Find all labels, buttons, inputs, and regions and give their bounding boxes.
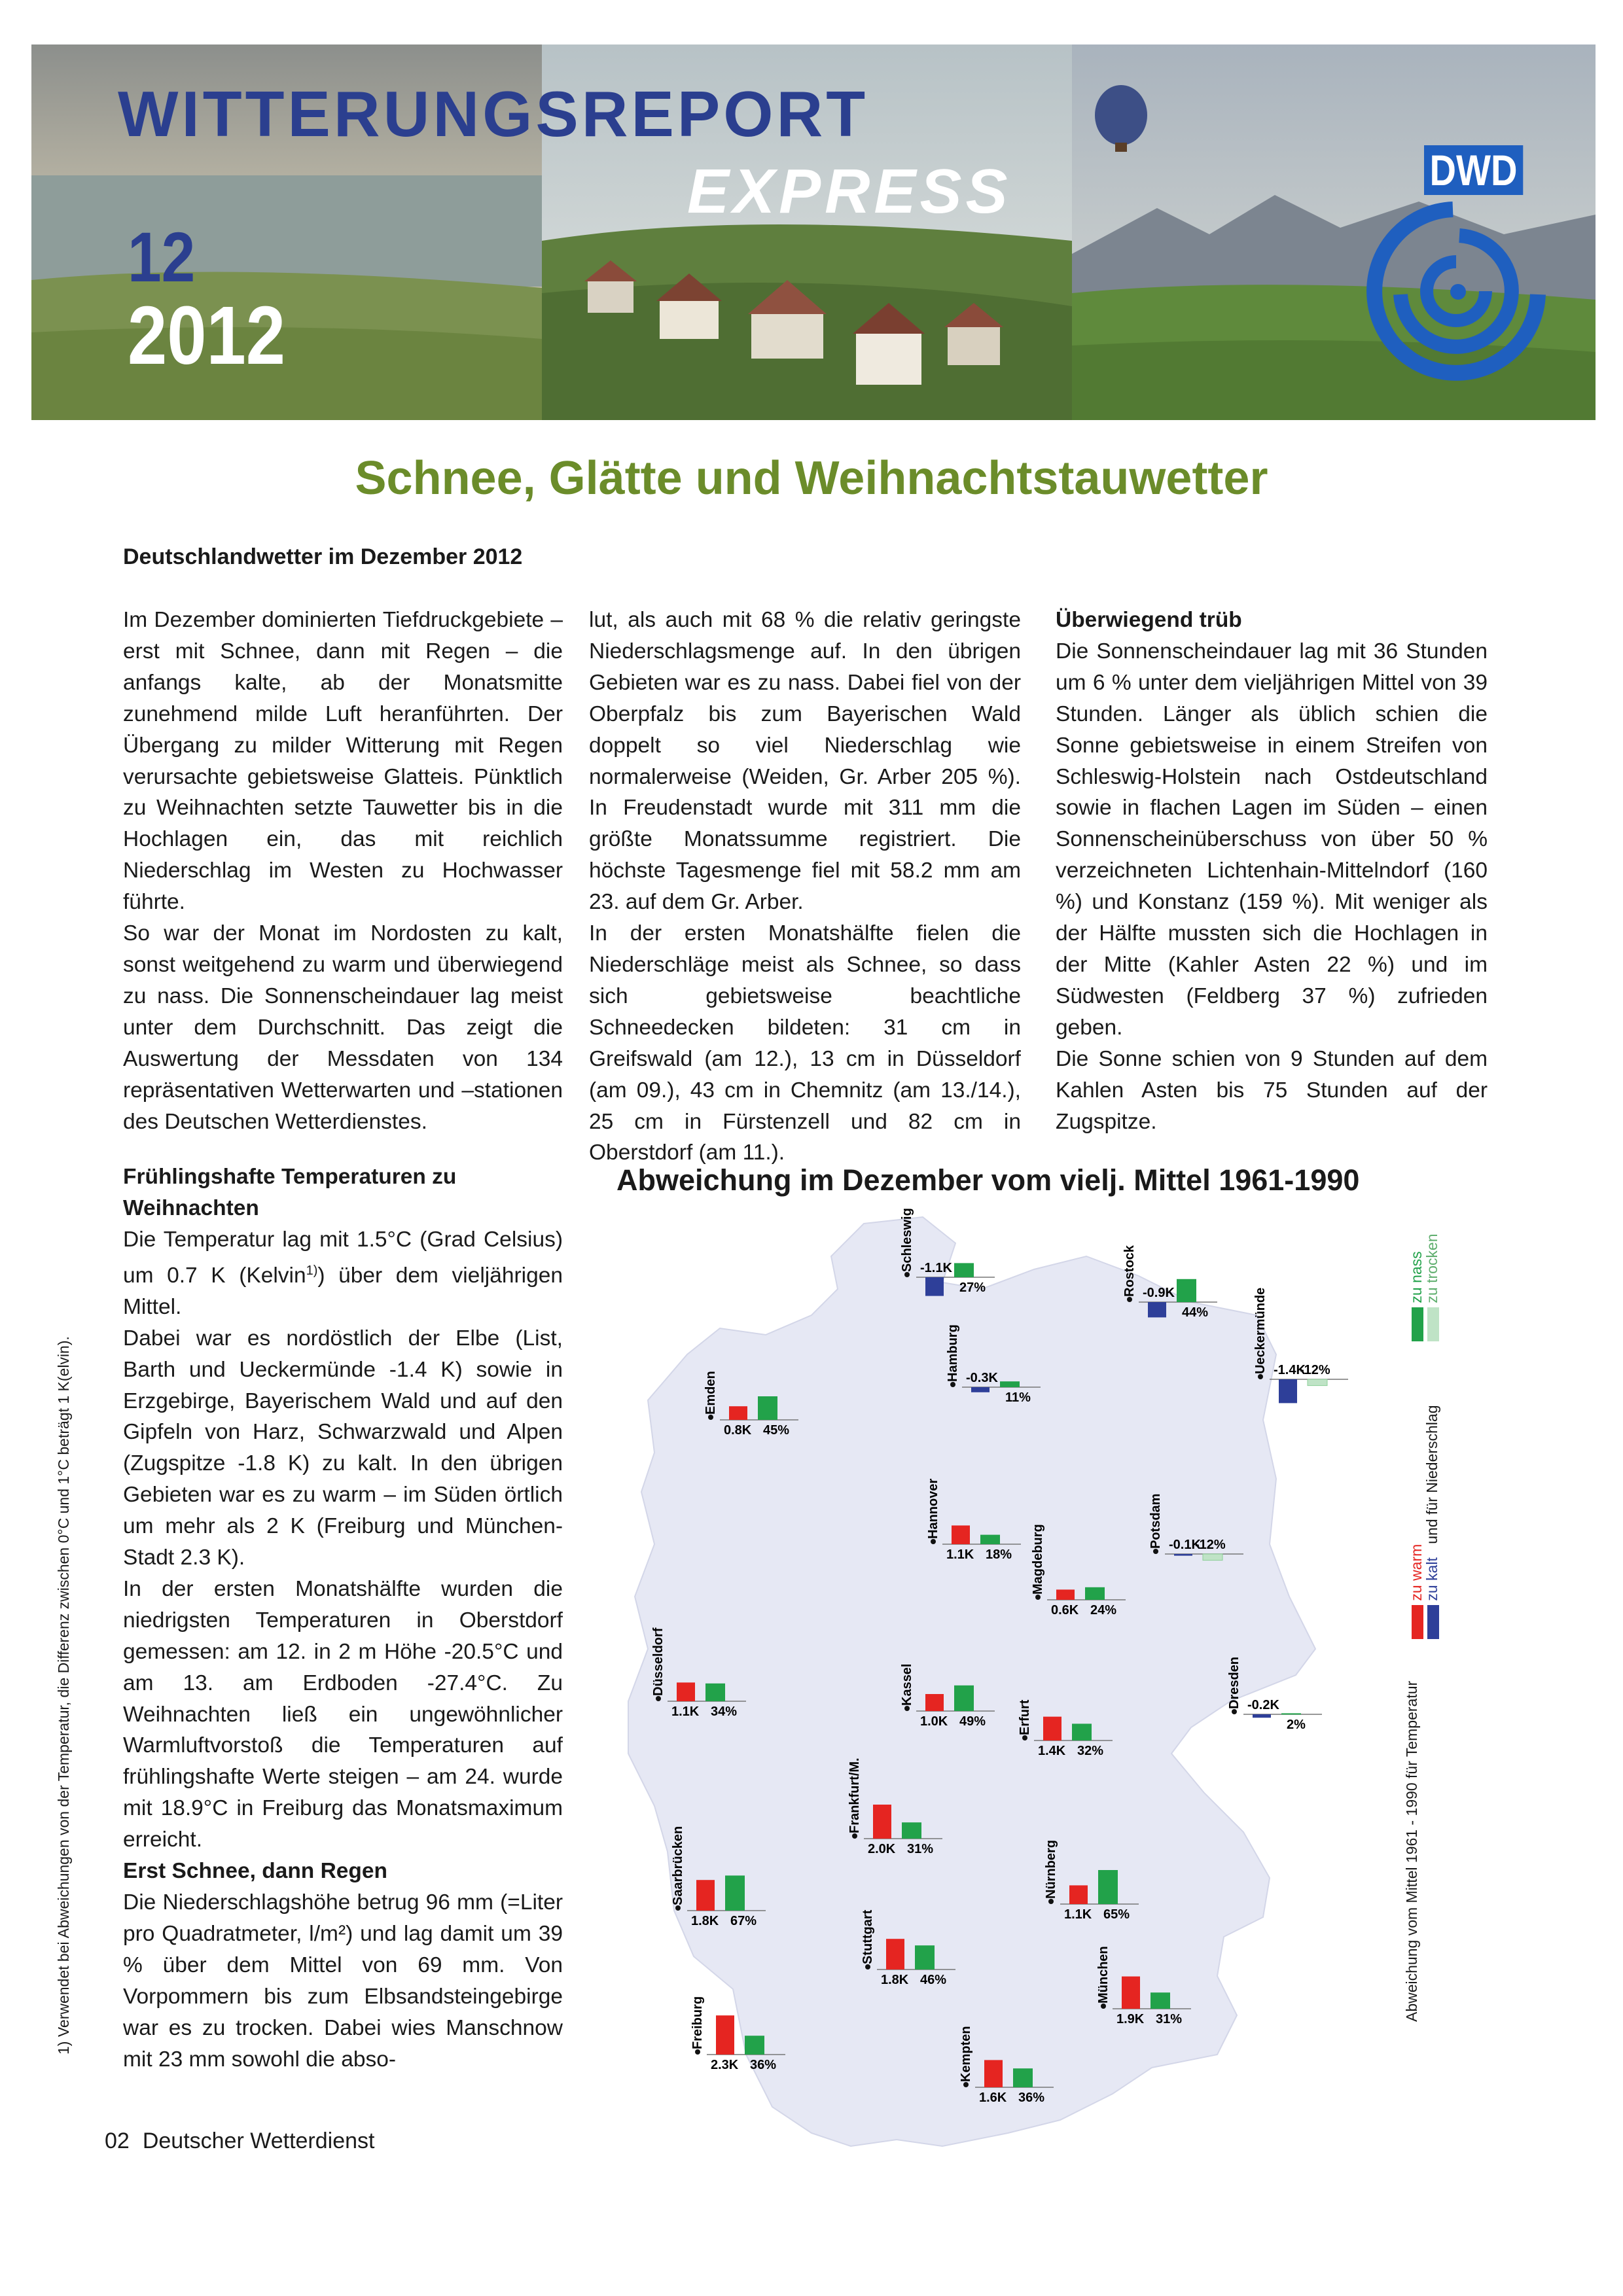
- temperature-label: -0.3K: [966, 1371, 998, 1385]
- temperature-bar: [1148, 1302, 1166, 1317]
- station-dot: [1101, 2004, 1106, 2009]
- temperature-bar: [1056, 1589, 1075, 1600]
- temperature-label: -0.1K: [1169, 1538, 1201, 1552]
- station-name: Saarbrücken: [671, 1826, 685, 1905]
- station-name: Stuttgart: [861, 1909, 875, 1964]
- station-dot: [1048, 1899, 1054, 1904]
- temperature-label: -0.9K: [1143, 1286, 1175, 1300]
- footer-org: Deutscher Wetterdienst: [142, 2128, 375, 2153]
- page-number: 02: [105, 2128, 130, 2153]
- station-name: Freiburg: [690, 1996, 705, 2049]
- precipitation-bar: [1203, 1554, 1222, 1561]
- precipitation-label: 31%: [1156, 2012, 1183, 2026]
- legend-warm-swatch: [1412, 1605, 1423, 1639]
- precipitation-label: 24%: [1090, 1603, 1117, 1617]
- paragraph: Die Sonnenscheindauer lag mit 36 Stunden um 6 % unter dem vieljährigen Mittel von 39 Stunden. Länger als üblich schien die Sonne gebietsweise in einem Streifen von Schleswig-Holstein nach Ostdeutschland sowie in flachen Lagen im Süden – einen Sonnenscheinüberschuss von über 50 % verzeichneten Lichtenhain-Mittelndorf (160 %) und Konstanz (159 %). Mit weniger als der Hälfte mussten sich die Hochlagen in der Mitte (Kahler Asten 22 %) und im Südwesten (Feldberg 37 %) zufrieden geben.: [1056, 639, 1488, 1040]
- precipitation-bar: [1085, 1587, 1105, 1600]
- legend-caption: Abweichung vom Mittel 1961 - 1990 für Temperatur: [1403, 1680, 1420, 2022]
- article-headline: Schnee, Glätte und Weihnachtstauwetter: [355, 452, 1268, 504]
- temperature-bar: [1253, 1714, 1271, 1718]
- temperature-bar: [886, 1939, 904, 1969]
- station-dot: [1232, 1709, 1237, 1714]
- station-dot: [1022, 1735, 1027, 1740]
- temperature-label: 2.3K: [711, 2058, 739, 2072]
- legend-temperature: [1408, 1405, 1440, 1640]
- temperature-label: 1.4K: [1038, 1744, 1066, 1758]
- section-heading: Erst Schnee, dann Regen: [123, 1859, 387, 1884]
- issue-month: 12: [128, 217, 196, 296]
- text-column-3: [1056, 605, 1488, 1137]
- temperature-bar: [971, 1387, 990, 1392]
- temperature-bar: [1043, 1717, 1061, 1740]
- legend-mid-label: und für Niederschlag: [1423, 1405, 1440, 1544]
- precipitation-label: 45%: [763, 1423, 790, 1438]
- section-heading: Überwiegend trüb: [1056, 608, 1242, 632]
- germany-map-shape: [628, 1217, 1315, 2146]
- precipitation-bar: [954, 1263, 974, 1277]
- precipitation-bar: [915, 1945, 935, 1969]
- temperature-label: 1.8K: [881, 1973, 909, 1987]
- legend-nass-label: zu nass: [1408, 1251, 1425, 1303]
- precipitation-bar: [1281, 1713, 1301, 1714]
- station-dot: [963, 2082, 969, 2087]
- station-dot: [1035, 1595, 1041, 1600]
- precipitation-label: 36%: [1018, 2091, 1045, 2105]
- temperature-label: 1.1K: [946, 1547, 974, 1562]
- section-heading: Frühlingshafte Temperaturen zu Weihnachten: [123, 1165, 457, 1220]
- paragraph: Die Niederschlagshöhe betrug 96 mm (=Liter pro Quadratmeter, l/m²) und lag damit um 39 % über dem Mittel von 69 mm. Von Vorpommern bis zum Elbsandsteingebirge war es zu trocken. Dabei wies Manschnow mit 23 mm sowohl die abso-: [123, 1890, 563, 2072]
- temperature-bar: [1279, 1379, 1297, 1403]
- station-name: Rostock: [1122, 1245, 1137, 1297]
- paragraph: [123, 1224, 563, 1323]
- precipitation-bar: [1098, 1870, 1118, 1904]
- precipitation-label: -12%: [1300, 1363, 1330, 1377]
- temperature-bar: [1174, 1554, 1192, 1556]
- temperature-label: 1.1K: [671, 1704, 700, 1719]
- station-dot: [1127, 1297, 1132, 1302]
- station-name: Ueckermünde: [1253, 1287, 1268, 1374]
- paragraph: So war der Monat im Nordosten zu kalt, sonst weitgehend zu warm und überwiegend zu nass. Die Sonnenscheindauer lag meist unter dem Durchschnitt. Das zeigt die Auswertung der Messdaten von 134 repräsentativen Wetterwarten und –stationen des Deutschen Wetterdienstes.: [123, 921, 563, 1134]
- precipitation-label: 32%: [1077, 1744, 1104, 1758]
- paragraph: In der ersten Monatshälfte fielen die Niederschläge meist als Schnee, so dass sich gebietsweise beachtliche Schneedecken bildeten: 31 cm in Greifswald (am 12.), 13 cm in Düsseldorf (am 09.), 43 cm in Chemnitz (am 13./14.), 25 cm in Fürstenzell und 82 cm in Oberstdorf (am 11.).: [589, 921, 1021, 1165]
- precipitation-label: 67%: [730, 1914, 757, 1928]
- precipitation-bar: [705, 1684, 725, 1701]
- temperature-bar: [729, 1406, 747, 1420]
- temperature-bar: [1122, 1977, 1140, 2009]
- precipitation-bar: [1000, 1381, 1020, 1387]
- paragraph: In der ersten Monatshälfte wurden die niedrigsten Temperaturen in Oberstdorf gemessen: am 12. in 2 m Höhe -20.5°C und am 13. am Erdboden -27.4°C. Zu Weihnachten ließ ein ungewöhnlicher Warmluftvorstoß die Temperaturen auf frühlingshafte Werte steigen – am 24. wurde mit 18.9°C in Freiburg das Monatsmaximum erreicht.: [123, 1576, 563, 1852]
- station-dot: [904, 1706, 910, 1711]
- precipitation-bar: [1177, 1279, 1196, 1302]
- temperature-label: -1.4K: [1274, 1363, 1306, 1377]
- station-name: Hannover: [926, 1478, 940, 1539]
- text-column-4: [123, 1161, 563, 2075]
- temperature-bar: [925, 1694, 944, 1711]
- precipitation-label: 31%: [907, 1842, 934, 1856]
- temperature-label: 1.1K: [1064, 1907, 1092, 1922]
- precipitation-label: 65%: [1103, 1907, 1130, 1922]
- temperature-label: 2.0K: [868, 1842, 896, 1856]
- station-dot: [904, 1272, 910, 1277]
- footnote-marker: 1): [306, 1263, 318, 1278]
- station-name: Magdeburg: [1031, 1524, 1045, 1595]
- station-name: Erfurt: [1018, 1699, 1032, 1735]
- station-name: Dresden: [1227, 1656, 1241, 1709]
- legend-trocken-label: zu trocken: [1423, 1233, 1440, 1303]
- temperature-label: 1.9K: [1116, 2012, 1145, 2026]
- temperature-label: -1.1K: [920, 1261, 952, 1275]
- temperature-bar: [696, 1880, 715, 1911]
- precipitation-bar: [902, 1822, 921, 1839]
- station-dot: [950, 1382, 955, 1387]
- station-dot: [865, 1964, 870, 1969]
- precipitation-label: 36%: [750, 2058, 777, 2072]
- paragraph: Die Sonne schien von 9 Stunden auf dem Kahlen Asten bis 75 Stunden auf der Zugspitze.: [1056, 1046, 1488, 1134]
- precipitation-bar: [1013, 2068, 1033, 2087]
- precipitation-label: 46%: [920, 1973, 947, 1987]
- precipitation-bar: [725, 1875, 745, 1911]
- text-run: Die Temperatur lag mit 1.5°C (Grad Celsius) um 0.7 K (Kelvin: [123, 1227, 563, 1288]
- temperature-label: 1.0K: [920, 1714, 948, 1729]
- station-name: Emden: [704, 1371, 718, 1415]
- temperature-bar: [677, 1682, 695, 1701]
- station-dot: [675, 1905, 681, 1911]
- station-name: Frankfurt/M.: [847, 1757, 862, 1833]
- station-name: Hamburg: [946, 1324, 960, 1382]
- article-subhead: Deutschlandwetter im Dezember 2012: [123, 544, 523, 569]
- precipitation-bar: [1072, 1723, 1092, 1740]
- station-dot: [695, 2049, 700, 2055]
- station-name: Düsseldorf: [651, 1627, 666, 1696]
- dwd-logo-text: DWD: [1424, 145, 1523, 195]
- text-run: ) über dem vieljährigen Mittel.: [123, 1263, 563, 1319]
- precipitation-label: 2%: [1287, 1718, 1306, 1732]
- issue-year: 2012: [128, 289, 286, 381]
- text-column-2: [589, 605, 1021, 1169]
- temperature-bar: [873, 1805, 891, 1839]
- station-name: München: [1096, 1946, 1111, 2004]
- legend-kalt-label: zu kalt: [1423, 1557, 1440, 1601]
- dwd-spiral-logo-icon: [1361, 196, 1551, 386]
- text-column-1: [123, 605, 563, 1137]
- precipitation-label: 34%: [711, 1704, 738, 1719]
- legend-precipitation: [1408, 1234, 1440, 1342]
- temperature-bar: [925, 1277, 944, 1296]
- precipitation-bar: [1308, 1379, 1327, 1386]
- temperature-label: -0.2K: [1247, 1698, 1279, 1712]
- footnote: 1) Verwendet bei Abweichungen von der Temperatur, die Differenz zwischen 0°C und 1°C beträgt 1 K(elvin).: [55, 1336, 72, 2055]
- map-title: Abweichung im Dezember vom vielj. Mittel 1961-1990: [616, 1163, 1360, 1197]
- temperature-label: 1.8K: [691, 1914, 719, 1928]
- precipitation-bar: [758, 1396, 777, 1420]
- station-dot: [656, 1696, 661, 1701]
- precipitation-label: 27%: [959, 1280, 986, 1295]
- report-title: WITTERUNGSREPORT: [118, 78, 869, 150]
- page-footer: [105, 2128, 387, 2154]
- germany-deviation-map: [615, 1204, 1400, 2172]
- station-dot: [931, 1539, 936, 1544]
- temperature-bar: [952, 1525, 970, 1544]
- station-dot: [1258, 1374, 1263, 1379]
- precipitation-label: 44%: [1182, 1305, 1209, 1320]
- precipitation-bar: [980, 1535, 1000, 1544]
- temperature-label: 0.8K: [724, 1423, 752, 1438]
- station-dot: [708, 1415, 713, 1420]
- station-name: Potsdam: [1149, 1493, 1163, 1549]
- temperature-label: 0.6K: [1051, 1603, 1079, 1617]
- precipitation-bar: [954, 1686, 974, 1711]
- paragraph: Dabei war es nordöstlich der Elbe (List, Barth und Ueckermünde -1.4 K) sowie in Erzgebirge, Bayerischem Wald und auf den Gipfeln von Harz, Schwarzwald und Alpen (Zugspitze -1.8 K) zu kalt. In den übrigen Gebieten war es zu warm – im Süden örtlich um mehr als 2 K (Freiburg und München-Stadt 2.3 K).: [123, 1326, 563, 1570]
- precipitation-bar: [1150, 1992, 1170, 2009]
- station-name: Kempten: [959, 2026, 973, 2082]
- temperature-bar: [1069, 1885, 1088, 1904]
- station-name: Kassel: [900, 1663, 914, 1706]
- precipitation-label: -12%: [1195, 1538, 1226, 1552]
- paragraph: Im Dezember dominierten Tiefdruckgebiete – erst mit Schnee, dann mit Regen – die anfangs kalte, ab der Monatsmitte zunehmend milde Luft heranführten. Der Übergang zu milder Witterung mit Regen verursachte gebietsweise Glatteis. Pünktlich zu Weihnachten setzte Tauwetter bis in die Hochlagen ein, das mit reichlich Niederschlag im Westen zu Hochwasser führte.: [123, 608, 563, 915]
- precipitation-label: 49%: [959, 1714, 986, 1729]
- legend-warm-label: zu warm: [1408, 1544, 1425, 1601]
- legend-trocken-swatch: [1427, 1307, 1439, 1341]
- station-name: Nürnberg: [1044, 1840, 1058, 1899]
- temperature-bar: [984, 2060, 1003, 2087]
- temperature-label: 1.6K: [979, 2091, 1007, 2105]
- precipitation-label: 11%: [1005, 1390, 1031, 1405]
- precipitation-bar: [745, 2036, 764, 2055]
- report-subtitle: EXPRESS: [687, 156, 1012, 226]
- paragraph: lut, als auch mit 68 % die relativ geringste Niederschlagsmenge auf. In den übrigen Gebieten war es zu nass. Dabei fiel von der Oberpfalz bis zum Bayerischen Wald doppelt so viel Niederschlag wie normalerweise (Weiden, Gr. Arber 205 %). In Freudenstadt wurde mit 311 mm die größte Monatssumme registriert. Die höchste Tagesmenge fiel mit 58.2 mm am 23. auf dem Gr. Arber.: [589, 608, 1021, 915]
- station-dot: [1153, 1549, 1158, 1554]
- temperature-bar: [716, 2015, 734, 2055]
- precipitation-label: 18%: [986, 1547, 1012, 1562]
- legend-kalt-swatch: [1427, 1605, 1439, 1639]
- station-dot: [852, 1833, 857, 1839]
- station-name: Schleswig: [900, 1208, 914, 1272]
- legend-nass-swatch: [1412, 1307, 1423, 1341]
